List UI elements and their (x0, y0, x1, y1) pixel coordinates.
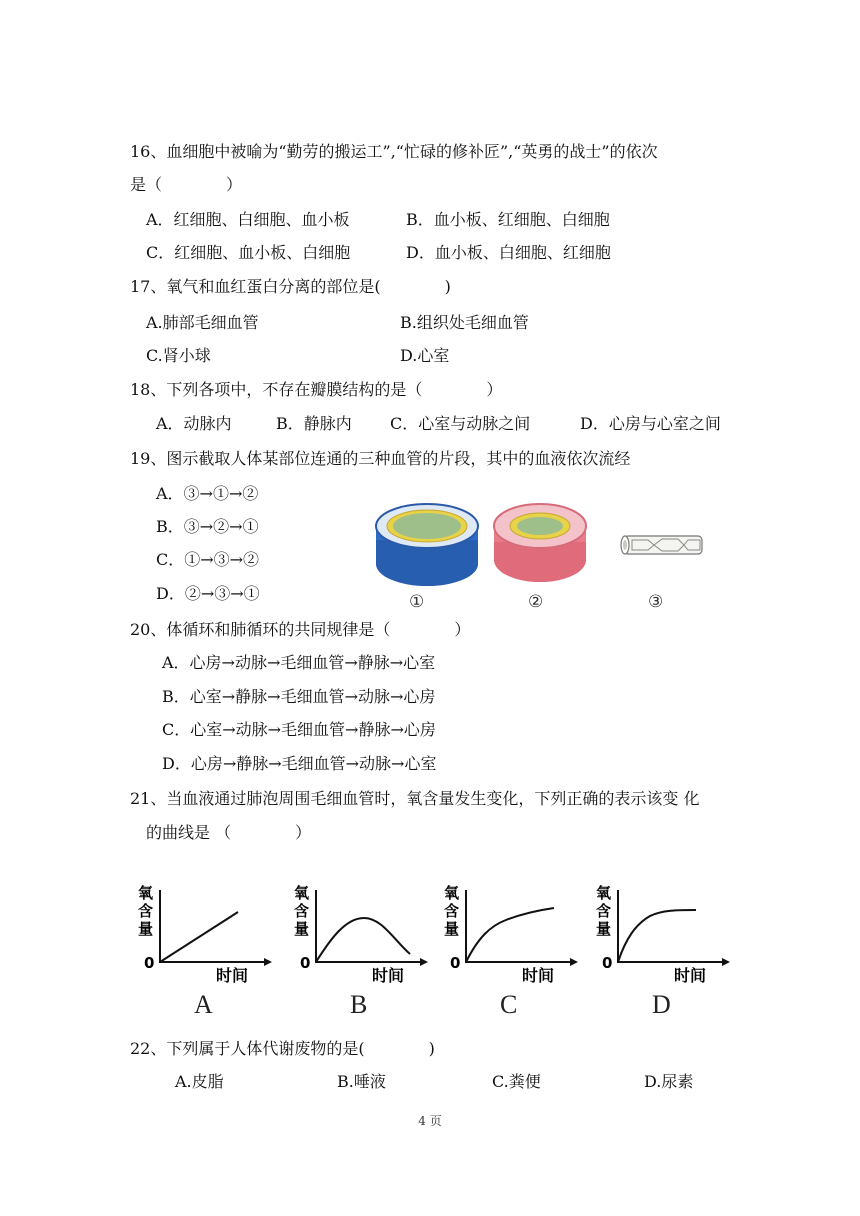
graph-letter-b: B (350, 990, 368, 1019)
q17-option-c: C.肾小球 (146, 346, 211, 365)
q17-option-a: A.肺部毛细血管 (146, 313, 259, 332)
page-number: 4 页 (418, 1114, 442, 1128)
vessel-2-label: ② (528, 592, 544, 612)
oxygen-curve (618, 910, 696, 962)
graph-axes (618, 890, 728, 962)
graph-letter-a: A (194, 990, 213, 1019)
origin-label: 0 (450, 954, 461, 972)
q22-option-c: C.粪便 (492, 1072, 541, 1091)
graph-b (286, 880, 436, 990)
q18-option-b: B．静脉内 (276, 414, 352, 433)
vessel-2-illustration (490, 500, 590, 590)
graph-letter-d: D (652, 990, 671, 1019)
origin-label: 0 (602, 954, 613, 972)
q19-option-b: B．③→②→① (156, 517, 259, 536)
q20-option-d: D．心房→静脉→毛细血管→动脉→心室 (162, 754, 437, 773)
q16-option-d: D．血小板、白细胞、红细胞 (406, 243, 611, 262)
graph-d (588, 880, 738, 990)
q16-option-b: B．血小板、红细胞、白细胞 (406, 210, 610, 229)
y-axis-label-char: 含 (294, 902, 310, 920)
y-axis-label-char: 量 (294, 920, 310, 938)
q21-stem-line1: 21、当血液通过肺泡周围毛细血管时，氧含量发生变化，下列正确的表示该变 化 (130, 789, 700, 808)
q19-option-c: C．①→③→② (156, 550, 260, 569)
q17-option-b: B.组织处毛细血管 (400, 313, 529, 332)
graph-axes (466, 890, 576, 962)
q16-stem-line1: 16、血细胞中被喻为“勤劳的搬运工”,“忙碌的修补匠”,“英勇的战士”的依次 (130, 142, 658, 161)
vessel-3-label: ③ (648, 592, 664, 612)
y-axis-label-char: 氧 (294, 884, 310, 902)
q17-option-d: D.心室 (400, 346, 450, 365)
y-axis-label-char: 含 (138, 902, 154, 920)
y-axis-label-char: 氧 (138, 884, 154, 902)
q22-option-b: B.唾液 (337, 1072, 386, 1091)
q18-option-c: C．心室与动脉之间 (390, 414, 531, 433)
x-axis-label: 时间 (674, 966, 707, 985)
q20-option-a: A．心房→动脉→毛细血管→静脉→心室 (162, 653, 436, 672)
y-axis-label-char: 量 (444, 920, 460, 938)
y-axis-label-char: 量 (596, 920, 612, 938)
q19-stem: 19、图示截取人体某部位连通的三种血管的片段，其中的血液依次流经 (130, 449, 631, 468)
q16-option-a: A．红细胞、白细胞、血小板 (146, 210, 350, 229)
q21-stem-line2: 的曲线是 （ ） (146, 823, 312, 842)
q22-option-d: D.尿素 (644, 1072, 694, 1091)
vessel-3-illustration (618, 530, 708, 560)
q19-option-a: A．③→①→② (156, 484, 259, 503)
graph-axes (316, 890, 426, 962)
x-axis-label: 时间 (216, 966, 249, 985)
q17-stem: 17、氧气和血红蛋白分离的部位是( ) (130, 277, 451, 296)
x-axis-label: 时间 (522, 966, 555, 985)
x-axis-arrow-icon (264, 958, 272, 966)
origin-label: 0 (144, 954, 155, 972)
x-axis-arrow-icon (420, 958, 428, 966)
q20-stem: 20、体循环和肺循环的共同规律是（ ） (130, 620, 471, 639)
x-axis-arrow-icon (722, 958, 730, 966)
q20-option-b: B．心室→静脉→毛细血管→动脉→心房 (162, 687, 436, 706)
oxygen-curve (316, 918, 410, 962)
graph-c (436, 880, 586, 990)
graph-a (130, 880, 280, 990)
y-axis-label-char: 氧 (596, 884, 612, 902)
y-axis-label-char: 量 (138, 920, 154, 938)
vessel-1-illustration (372, 500, 482, 590)
vessel-1-label: ① (409, 592, 425, 612)
y-axis-label-char: 含 (444, 902, 460, 920)
oxygen-curve (160, 912, 238, 962)
q16-option-c: C．红细胞、血小板、白细胞 (146, 243, 351, 262)
x-axis-arrow-icon (570, 958, 578, 966)
q20-option-c: C．心室→动脉→毛细血管→静脉→心房 (162, 720, 436, 739)
q18-option-d: D．心房与心室之间 (580, 414, 721, 433)
y-axis-label-char: 氧 (444, 884, 460, 902)
y-axis-label-char: 含 (596, 902, 612, 920)
x-axis-label: 时间 (372, 966, 405, 985)
q19-option-d: D．②→③→① (156, 584, 260, 603)
q22-stem: 22、下列属于人体代谢废物的是( ) (130, 1039, 435, 1058)
q16-stem-line2: 是（ ） (130, 175, 243, 194)
oxygen-curve (466, 908, 554, 962)
origin-label: 0 (300, 954, 311, 972)
q22-option-a: A.皮脂 (175, 1072, 224, 1091)
graph-letter-c: C (500, 990, 518, 1019)
q18-option-a: A．动脉内 (156, 414, 232, 433)
q18-stem: 18、下列各项中，不存在瓣膜结构的是（ ） (130, 380, 503, 399)
